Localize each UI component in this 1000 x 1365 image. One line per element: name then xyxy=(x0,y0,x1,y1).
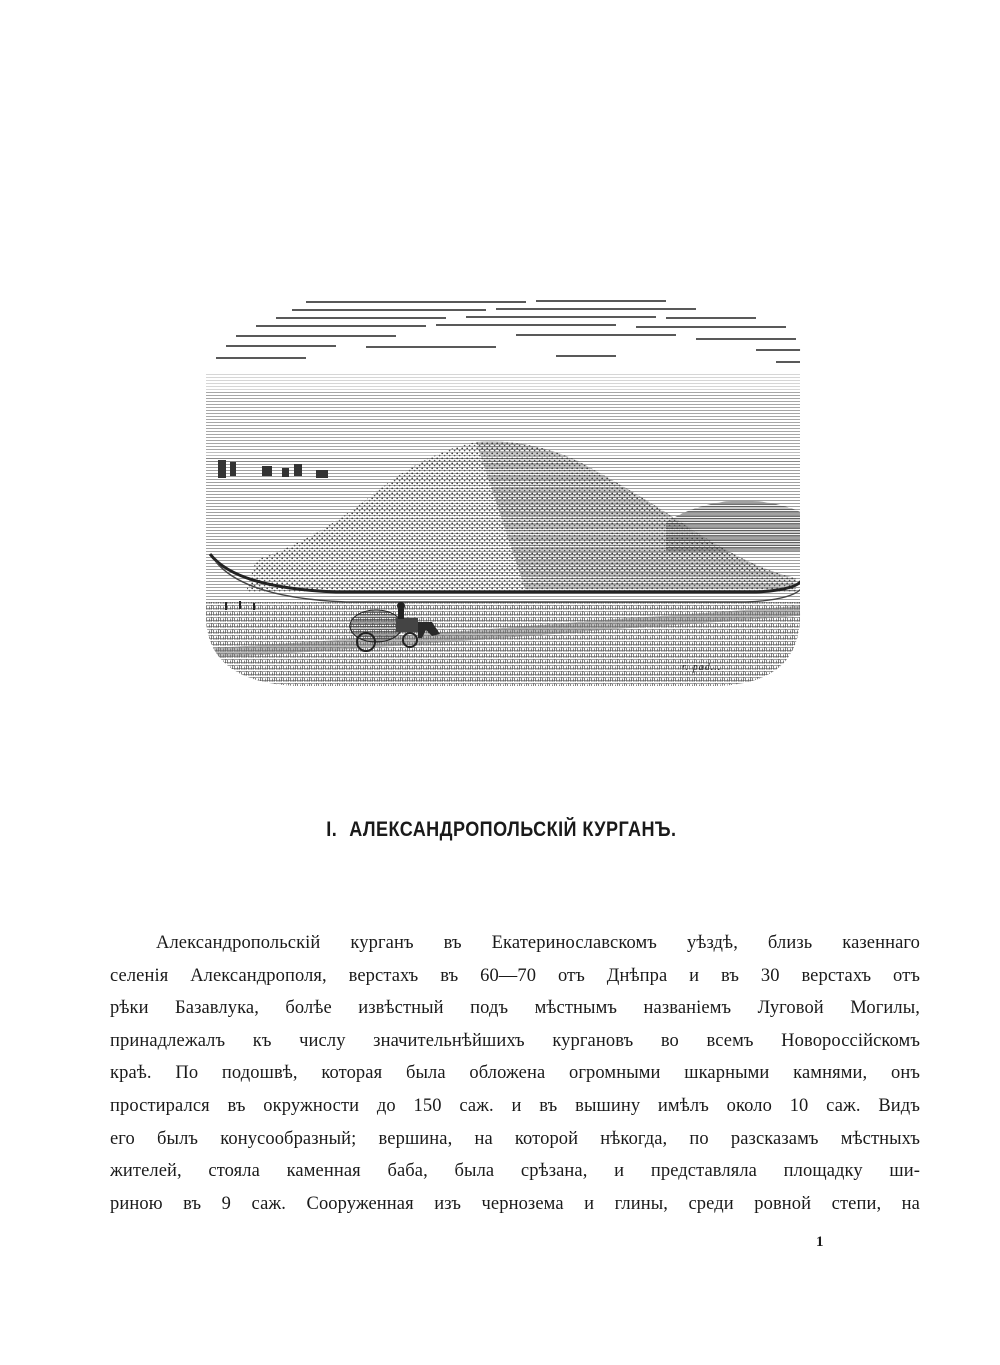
body-line: риною въ 9 саж. Сооруженная изъ чернозема и глины, среди ровной степи, на xyxy=(110,1193,920,1214)
sky-clouds xyxy=(216,301,802,362)
engraver-signature: r. pad... xyxy=(682,662,722,673)
engraving-svg xyxy=(196,292,808,690)
body-line: рѣки Базавлука, болѣе извѣстный подъ мѣстнымъ названіемъ Луговой Могилы, xyxy=(110,998,920,1019)
body-line: принадлежалъ къ числу значительнѣйшихъ кургановъ во всемъ Новороссійскомъ xyxy=(110,1030,920,1051)
body-line: жителей, стояла каменная баба, была срѣзана, и представляла площадку ши- xyxy=(110,1161,920,1182)
body-line: его былъ конусообразный; вершина, на которой нѣкогда, по разсказамъ мѣстныхъ xyxy=(110,1128,920,1149)
chapter-numeral: I. xyxy=(326,818,338,841)
page-number: 1 xyxy=(816,1234,824,1250)
body-text xyxy=(110,927,920,1220)
body-line: Александропольскій курганъ въ Екатеринославскомъ уѣздѣ, близь казеннаго xyxy=(156,933,920,953)
chapter-title: АЛЕКСАНДРОПОЛЬСКІЙ КУРГАНЪ. xyxy=(349,818,677,841)
body-line: селенія Александрополя, верстахъ въ 60—70 отъ Днѣпра и въ 30 верстахъ отъ xyxy=(110,965,920,986)
body-line: краѣ. По подошвѣ, которая была обложена огромными шкарными камнями, онъ xyxy=(110,1063,920,1084)
body-line: простирался въ окружности до 150 саж. и въ вышину имѣлъ около 10 саж. Видъ xyxy=(110,1095,920,1116)
chapter-heading xyxy=(71,818,931,842)
kurgan-engraving-illustration xyxy=(196,292,808,690)
